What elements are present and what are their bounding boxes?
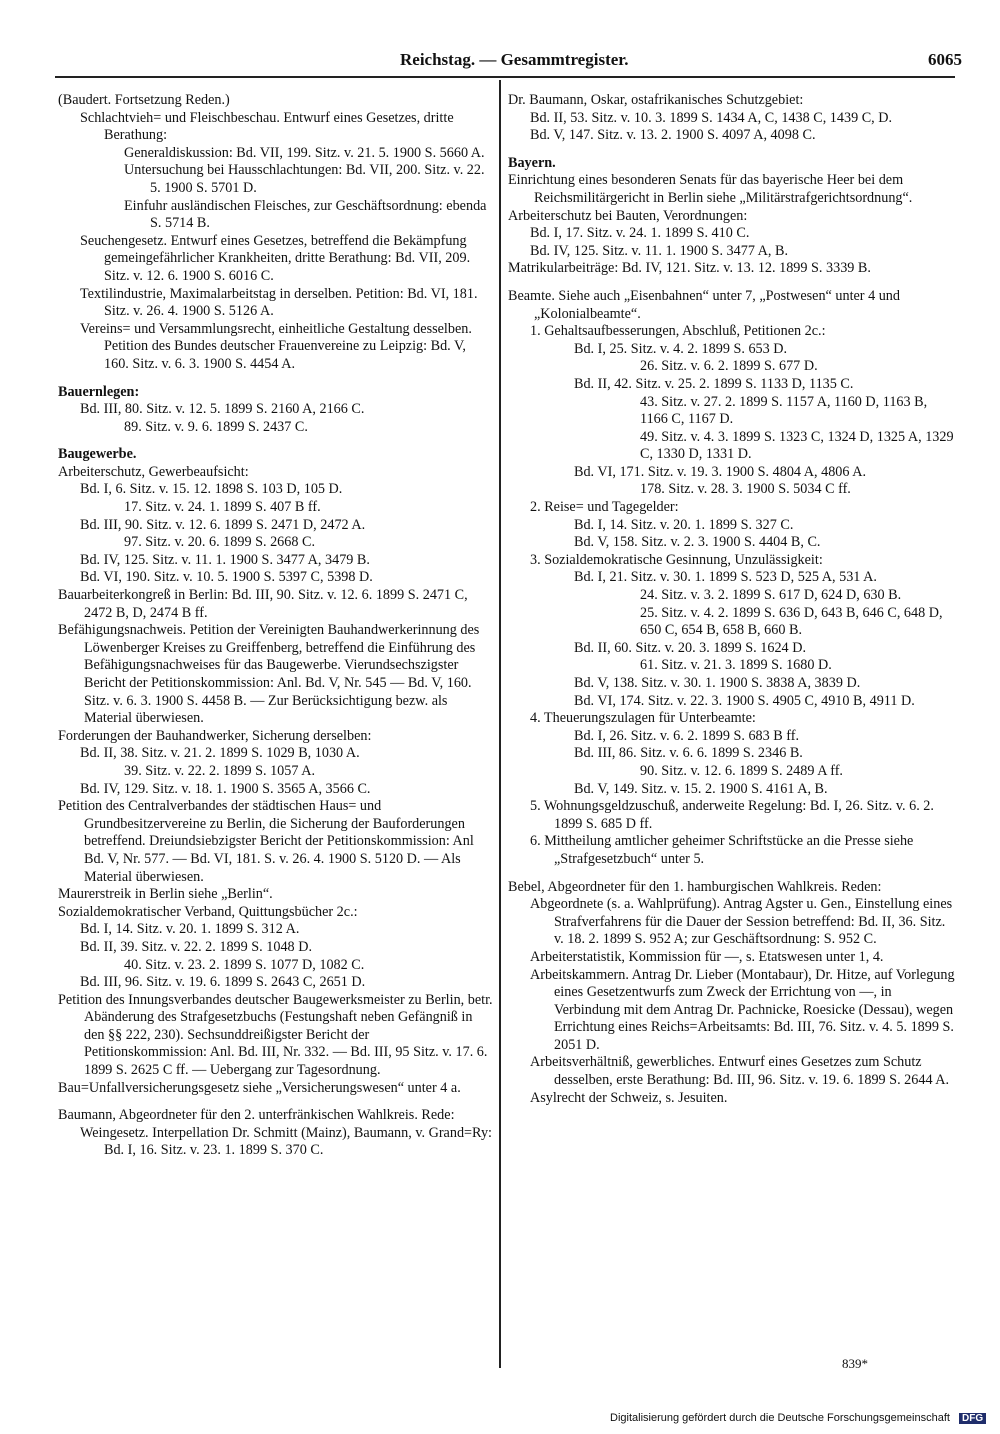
reference-line: 49. Sitz. v. 4. 3. 1899 S. 1323 C, 1324 D, 1325 A, 1329 C, 1330 D, 1331 D. [640,428,954,463]
sub-heading: Arbeiterschutz, Gewerbeaufsicht: [58,463,249,480]
reference-line: 61. Sitz. v. 21. 3. 1899 S. 1680 D. [640,657,832,674]
reference-line: 17. Sitz. v. 24. 1. 1899 S. 407 B ff. [124,499,321,516]
credit-text: Digitalisierung gefördert durch die Deutsche Forschungsgemeinschaft [610,1412,950,1424]
reference-line: 25. Sitz. v. 4. 2. 1899 S. 636 D, 643 B, 646 C, 648 D, 650 C, 654 B, 658 B, 660 B. [640,604,943,639]
reference-line: Bd. IV, 125. Sitz. v. 11. 1. 1900 S. 3477 A, 3479 B. [80,551,370,568]
entry-schlachtvieh: Schlachtvieh= und Fleischbeschau. Entwurf eines Gesetzes, dritte Berathung: [80,109,454,144]
reference-line: 178. Sitz. v. 28. 3. 1900 S. 5034 C ff. [640,481,851,498]
reference-line: Bd. I, 17. Sitz. v. 24. 1. 1899 S. 410 C. [530,225,750,242]
reference-line: 90. Sitz. v. 12. 6. 1899 S. 2489 A ff. [640,762,843,779]
reference-line: 43. Sitz. v. 27. 2. 1899 S. 1157 A, 1160 D, 1163 B, 1166 C, 1167 D. [640,393,928,428]
list-item: Petition des Centralverbandes der städtischen Haus= und Grundbesitzervereine zu Berlin, die Sicherung der Bauforderungen betreffend. Dreiundsiebzigster Bericht der Petitionskommission: Anl Bd. V, Nr. 577. — Bd. VI, 181. S. v. 26. 4. 1900 S. 5120 D. — Als Material überwiesen. [58,798,474,885]
heading-baugewerbe: Baugewerbe. [58,446,137,463]
reference-line: Bd. II, 39. Sitz. v. 22. 2. 1899 S. 1048 D. [80,938,312,955]
reference-line: Bd. IV, 129. Sitz. v. 18. 1. 1900 S. 3565 A, 3566 C. [80,780,371,797]
reference-line: Bd. III, 90. Sitz. v. 12. 6. 1899 S. 2471 D, 2472 A. [80,516,366,533]
entry-abgeordnete: Abgeordnete (s. a. Wahlprüfung). Antrag Agster u. Gen., Einstellung eines Strafverfahrens für die Dauer der Session betreffend: Bd. II, 36. Sitz. v. 18. 2. 1899 S. 952 A; zur Geschäftsordnung: S. 952 C. [530,896,953,948]
sub-entry: Einfuhr ausländischen Fleisches, zur Geschäftsordnung: ebenda S. 5714 B. [124,197,487,232]
numbered-heading: 6. Mittheilung amtlicher geheimer Schriftstücke an die Presse siehe „Strafgesetzbuch“ unter 5. [530,833,914,867]
running-title: Reichstag. — Gesammtregister. [400,50,629,69]
heading-beamte: Beamte. Siehe auch „Eisenbahnen“ unter 7, „Postwesen“ unter 4 und „Kolonialbeamte“. [508,287,900,322]
heading-bebel: Bebel, Abgeordneter für den 1. hamburgischen Wahlkreis. Reden: [508,878,882,895]
reference-line: Bd. VI, 171. Sitz. v. 19. 3. 1900 S. 4804 A, 4806 A. [574,463,867,480]
reference-line: Bd. VI, 174. Sitz. v. 22. 3. 1900 S. 4905 C, 4910 B, 4911 D. [574,692,915,709]
reference-line: 39. Sitz. v. 22. 2. 1899 S. 1057 A. [124,762,316,779]
reference-line: 26. Sitz. v. 6. 2. 1899 S. 677 D. [640,358,818,375]
reference-line: Bd. I, 14. Sitz. v. 20. 1. 1899 S. 312 A. [80,921,300,938]
reference-line: Bd. IV, 125. Sitz. v. 11. 1. 1900 S. 3477 A, B. [530,242,789,259]
numbered-heading: 5. Wohnungsgeldzuschuß, anderweite Regelung: Bd. I, 26. Sitz. v. 6. 2. 1899 S. 685 D ff. [530,798,934,832]
reference-line: Bd. II, 53. Sitz. v. 10. 3. 1899 S. 1434 A, C, 1438 C, 1439 C, D. [530,109,893,126]
sub-heading: Forderungen der Bauhandwerker, Sicherung derselben: [58,727,372,744]
entry-asylrecht: Asylrecht der Schweiz, s. Jesuiten. [530,1089,728,1106]
reference-line: Bd. II, 60. Sitz. v. 20. 3. 1899 S. 1624 D. [574,639,806,656]
heading-dr-baumann: Dr. Baumann, Oskar, ostafrikanisches Schutzgebiet: [508,92,804,108]
list-item: Maurerstreik in Berlin siehe „Berlin“. [58,886,273,903]
entry-weingesetz: Weingesetz. Interpellation Dr. Schmitt (Mainz), Baumann, v. Grand=Ry: Bd. I, 16. Sitz. v. 23. 1. 1899 S. 370 C. [80,1124,492,1159]
page-number: 6065 [928,50,962,69]
numbered-heading: 1. Gehaltsaufbesserungen, Abschluß, Petitionen 2c.: [530,323,826,340]
list-item: Bauarbeiterkongreß in Berlin: Bd. III, 90. Sitz. v. 12. 6. 1899 S. 2471 C, 2472 B, D, 2474 B ff. [58,587,468,621]
reference-line: Bd. I, 6. Sitz. v. 15. 12. 1898 S. 103 D, 105 D. [80,481,343,498]
entry-seuchengesetz: Seuchengesetz. Entwurf eines Gesetzes, betreffend die Bekämpfung gemeingefährlicher Krankheiten, dritte Berathung: Bd. VII, 209. Sitz. v. 12. 6. 1900 S. 6016 C. [80,232,471,284]
reference-line: Bd. III, 86. Sitz. v. 6. 6. 1899 S. 2346 B. [574,745,803,762]
header-rule [55,76,955,78]
numbered-heading: 2. Reise= und Tagegelder: [530,499,679,516]
numbered-heading: 4. Theuerungszulagen für Unterbeamte: [530,710,756,727]
reference-line: 89. Sitz. v. 9. 6. 1899 S. 2437 C. [124,418,308,435]
reference-line: Bd. III, 96. Sitz. v. 19. 6. 1899 S. 2643 C, 2651 D. [80,974,366,991]
reference-line: Bd. V, 158. Sitz. v. 2. 3. 1900 S. 4404 B, C. [574,534,821,551]
heading-baumann: Baumann, Abgeordneter für den 2. unterfränkischen Wahlkreis. Rede: [58,1107,455,1124]
sub-heading: Arbeiterschutz bei Bauten, Verordnungen: [508,207,748,224]
entry-vereinsrecht: Vereins= und Versammlungsrecht, einheitliche Gestaltung desselben. Petition des Bundes deutscher Frauenvereine zu Leipzig: Bd. V, 160. Sitz. v. 6. 3. 1900 S. 4454 A. [80,320,472,372]
reference-line: Bd. I, 25. Sitz. v. 4. 2. 1899 S. 653 D. [574,340,788,357]
list-item: Petition des Innungsverbandes deutscher Baugewerksmeister zu Berlin, betr. Abänderung des Strafgesetzbuchs (Festungshaft neben Gefängniß in den §§ 222, 230). Sechsunddreißigster Bericht der Petitionskommission: Anl. Bd. III, Nr. 332. — Bd. III, 95 Sitz. v. 17. 6. 1899 S. 2625 C ff. — Uebergang zur Tagesordnung. [58,991,493,1079]
column-divider [499,80,501,1368]
sub-entry: Untersuchung bei Hausschlachtungen: Bd. VII, 200. Sitz. v. 22. 5. 1900 S. 5701 D. [124,162,485,196]
entry-arbeitsverhaeltniss: Arbeitsverhältniß, gewerbliches. Entwurf eines Gesetzes zum Schutz desselben, erste Berathung: Bd. III, 96. Sitz. v. 19. 6. 1899 S. 2644 A. [530,1054,950,1089]
heading-bauernlegen: Bauernlegen: [58,383,140,400]
list-item: Befähigungsnachweis. Petition der Vereinigten Bauhandwerkerinnung des Löwenberger Kreises zu Greiffenberg, betreffend die Einführung des Befähigungsnachweises für das Baugewerbe. Vierundsechszigster Bericht der Petitionskommission: Anl. Bd. V, Nr. 545 — Bd. V, 160. Sitz. v. 6. 3. 1900 S. 4458 B. — Zur Berücksichtigung bezw. als Material überwiesen. [58,622,480,727]
reference-line: Bd. I, 14. Sitz. v. 20. 1. 1899 S. 327 C. [574,516,794,533]
entry-continuation: (Baudert. Fortsetzung Reden.) [58,92,230,108]
reference-line: Bd. III, 80. Sitz. v. 12. 5. 1899 S. 2160 A, 2166 C. [80,401,365,418]
digitization-credit [610,1412,986,1428]
sub-entry: Generaldiskussion: Bd. VII, 199. Sitz. v. 21. 5. 1900 S. 5660 A. [124,144,485,161]
right-column [508,92,956,1362]
reference-line: Bd. II, 38. Sitz. v. 21. 2. 1899 S. 1029 B, 1030 A. [80,745,360,762]
entry-arbeiterstatistik: Arbeiterstatistik, Kommission für —, s. Etatswesen unter 1, 4. [530,948,884,965]
reference-line: 40. Sitz. v. 23. 2. 1899 S. 1077 D, 1082 C. [124,956,365,973]
entry-textilindustrie: Textilindustrie, Maximalarbeitstag in derselben. Petition: Bd. VI, 181. Sitz. v. 26. 4. 1900 S. 5126 A. [80,285,478,320]
numbered-heading: 3. Sozialdemokratische Gesinnung, Unzulässigkeit: [530,551,823,568]
reference-line: Bd. V, 138. Sitz. v. 30. 1. 1900 S. 3838 A, 3839 D. [574,675,861,691]
printer-signature: 839* [842,1356,868,1371]
list-item: Matrikularbeiträge: Bd. IV, 121. Sitz. v. 13. 12. 1899 S. 3339 B. [508,260,871,277]
heading-bayern: Bayern. [508,154,556,171]
left-column [58,92,494,1362]
sub-heading: Sozialdemokratischer Verband, Quittungsbücher 2c.: [58,903,358,920]
list-item: Einrichtung eines besonderen Senats für das bayerische Heer bei dem Reichsmilitärgericht in Berlin siehe „Militärstrafgerichtsordnung“. [508,172,913,206]
reference-line: 97. Sitz. v. 20. 6. 1899 S. 2668 C. [124,534,316,551]
reference-line: Bd. I, 26. Sitz. v. 6. 2. 1899 S. 683 B ff. [574,727,800,744]
reference-line: Bd. V, 147. Sitz. v. 13. 2. 1900 S. 4097 A, 4098 C. [530,127,816,144]
reference-line: Bd. I, 21. Sitz. v. 30. 1. 1899 S. 523 D, 525 A, 531 A. [574,569,877,586]
reference-line: Bd. V, 149. Sitz. v. 15. 2. 1900 S. 4161 A, B. [574,780,828,797]
list-item: Bau=Unfallversicherungsgesetz siehe „Versicherungswesen“ unter 4 a. [58,1079,461,1096]
reference-line: Bd. II, 42. Sitz. v. 25. 2. 1899 S. 1133 D, 1135 C. [574,375,854,392]
reference-line: Bd. VI, 190. Sitz. v. 10. 5. 1900 S. 5397 C, 5398 D. [80,569,373,586]
reference-line: 24. Sitz. v. 3. 2. 1899 S. 617 D, 624 D, 630 B. [640,587,902,604]
dfg-logo: DFG [959,1413,986,1424]
entry-arbeitskammern: Arbeitskammern. Antrag Dr. Lieber (Montabaur), Dr. Hitze, auf Vorlegung eines Gesetzentwurfs zum Zweck der Errichtung von —, in Verbindung mit dem Antrag Dr. Pachnicke, Roesicke (Dessau), wegen Errichtung eines Reichs=Arbeitsamts: Bd. III, 76. Sitz. v. 4. 5. 1899 S. 2051 D. [530,966,955,1053]
